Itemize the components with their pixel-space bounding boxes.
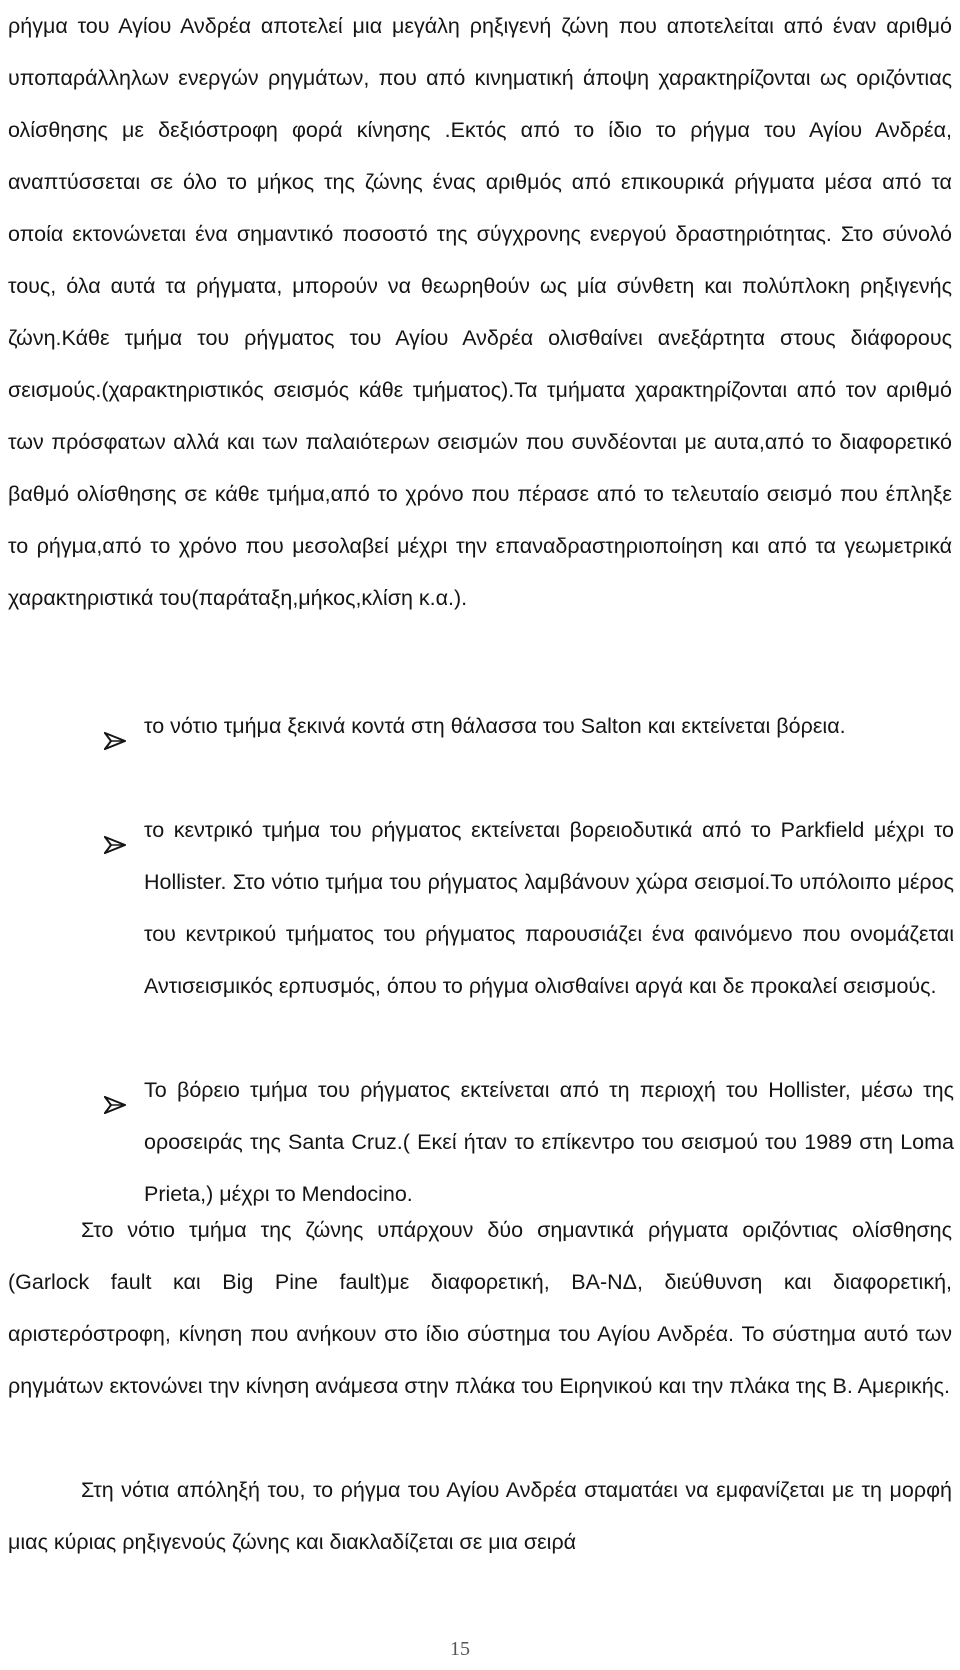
- list-item: [104, 700, 954, 752]
- list-item: [104, 804, 954, 1012]
- list-item-text: το κεντρικό τμήμα του ρήγματος εκτείνεται βορειοδυτικά από το Parkfield μέχρι το Hollister. Στο νότιο τμήμα του ρήγματος λαμβάνουν χώρα σεισμοί.Το υπόλοιπο μέρος του κεντρικού τμήματος του ρήγματος παρουσιάζει ένα φαινόμενο που ονομάζεται Αντισεισμικός ερπυσμός, όπου το ρήγμα ολισθαίνει αργά και δε προκαλεί σεισμούς.: [144, 818, 954, 998]
- arrowhead-bullet-icon: [104, 821, 126, 839]
- body-paragraph-2: Στο νότιο τμήμα της ζώνης υπάρχουν δύο σημαντικά ρήγματα οριζόντιας ολίσθησης (Garlock fault και Big Pine fault)με διαφορετική, ΒΑ-ΝΔ, διεύθυνση και διαφορετική, αριστερόστροφη, κίνηση που ανήκουν στο ίδιο σύστημα του Αγίου Ανδρέα. Το σύστημα αυτό των ρηγμάτων εκτονώνει την κίνηση ανάμεσα στην πλάκα του Ειρηνικού και την πλάκα της Β. Αμερικής.: [8, 1218, 952, 1398]
- list-item-text: Το βόρειο τμήμα του ρήγματος εκτείνεται από τη περιοχή του Hollister, μέσω της οροσειράς της Santa Cruz.( Εκεί ήταν το επίκεντρο του σεισμού του 1989 στη Loma Prieta,) μέχρι το Mendocino.: [144, 1078, 954, 1206]
- body-paragraph-3: Στη νότια απόληξή του, το ρήγμα του Αγίου Ανδρέα σταματάει να εμφανίζεται με τη μορφή μιας κύριας ρηξιγενούς ζώνης και διακλαδίζεται σε μια σειρά: [8, 1478, 952, 1554]
- arrowhead-bullet-icon: [104, 717, 126, 735]
- page-number: 15: [450, 1638, 470, 1660]
- arrowhead-bullet-icon: [104, 1081, 126, 1099]
- list-item: [104, 1064, 954, 1220]
- body-paragraph-1: ρήγμα του Αγίου Ανδρέα αποτελεί μια μεγάλη ρηξιγενή ζώνη που αποτελείται από έναν αριθμό υποπαράλληλων ενεργών ρηγμάτων, που από κινηματική άποψη χαρακτηρίζονται ως οριζόντιας ολίσθησης με δεξιόστροφη φορά κίνησης .Εκτός από το ίδιο το ρήγμα του Αγίου Ανδρέα, αναπτύσσεται σε όλο το μήκος της ζώνης ένας αριθμός από επικουρικά ρήγματα μέσα από τα οποία εκτονώνεται ένα σημαντικό ποσοστό της σύγχρονης ενεργού δραστηριότητας. Στο σύνολό τους, όλα αυτά τα ρήγματα, μπορούν να θεωρηθούν ως μία σύνθετη και πολύπλοκη ρηξιγενής ζώνη.Κάθε τμήμα του ρήγματος του Αγίου Ανδρέα ολισθαίνει ανεξάρτητα στους διάφορους σεισμούς.(χαρακτηριστικός σεισμός κάθε τμήματος).Τα τμήματα χαρακτηρίζονται από τον αριθμό των πρόσφατων αλλά και των παλαιότερων σεισμών που συνδέονται με αυτα,από το διαφορετικό βαθμό ολίσθησης σε κάθε τμήμα,από το χρόνο που πέρασε από το τελευταίο σεισμό που έπληξε το ρήγμα,από το χρόνο που μεσολαβεί μέχρι την επαναδραστηριοποίηση και από τα γεωμετρικά χαρακτηριστικά του(παράταξη,μήκος,κλίση κ.α.).: [8, 14, 952, 610]
- list-item-text: το νότιο τμήμα ξεκινά κοντά στη θάλασσα του Salton και εκτείνεται βόρεια.: [144, 714, 846, 738]
